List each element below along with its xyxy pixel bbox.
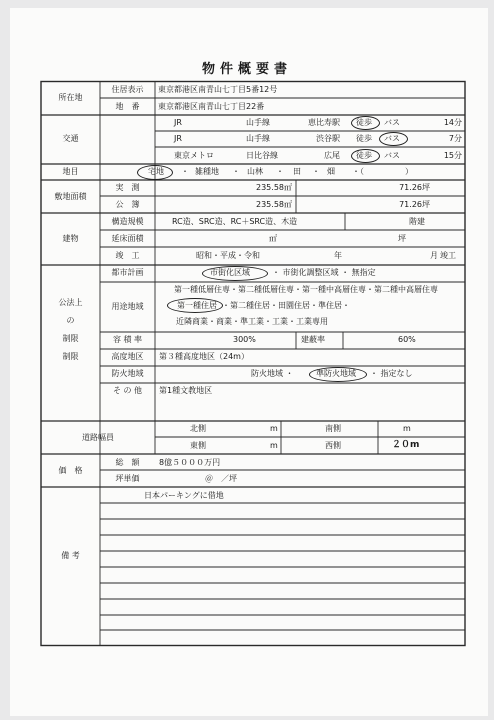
label-lot-number: 地 番 <box>115 102 140 111</box>
residence-address: 東京都港区南青山七丁目5番12号 <box>158 85 278 94</box>
label-legal-2: の <box>66 316 75 325</box>
walk-selected-circle <box>351 149 380 163</box>
label-official: 公 簿 <box>115 200 140 209</box>
far-value: 300% <box>233 335 256 344</box>
transport-row-1-line: 山手線 <box>246 118 270 127</box>
site-official-m2: 235.58㎡ <box>256 200 292 209</box>
transport-row-2-station: 渋谷駅 <box>316 134 340 143</box>
separator: ・ <box>312 167 320 176</box>
paren-close: ） <box>405 167 413 176</box>
transport-row-1-bus: バス <box>384 118 400 127</box>
land-option-rice-field: 田 <box>293 167 301 176</box>
tsubo-price-value: ＠ ／坪 <box>205 474 237 483</box>
road-west-value: ２０m <box>392 440 420 450</box>
zoning-selected: 第一種住居 <box>177 301 217 310</box>
floor-area-unit-tsubo: 坪 <box>398 234 406 243</box>
label-far: 容 積 率 <box>112 335 143 344</box>
label-other: そ の 他 <box>112 386 143 395</box>
label-legal-1: 公法上 <box>58 298 83 307</box>
label-actual: 実 測 <box>115 183 140 192</box>
label-height-district: 高度地区 <box>111 352 144 361</box>
zoning-line-1: 第一種低層住専・第二種低層住専・第一種中高層住専・第二種中高層住専 <box>174 285 438 294</box>
city-planning-selected: 市街化区域 <box>210 268 250 277</box>
completion-eras: 昭和・平成・令和 <box>196 251 260 260</box>
document-title: 物件概要書 <box>201 62 292 77</box>
bus-selected-circle <box>379 132 408 146</box>
transport-row-2-line: 山手線 <box>246 134 270 143</box>
completion-year-unit: 年 <box>334 251 342 260</box>
transport-row-1-minutes: 14分 <box>443 118 462 127</box>
road-east-label: 東側 <box>190 441 206 450</box>
label-tsubo-price: 坪単価 <box>115 474 140 483</box>
label-city-planning: 都市計画 <box>111 268 144 277</box>
site-official-tsubo: 71.26坪 <box>399 200 430 209</box>
label-site-area: 敷地面積 <box>54 192 87 201</box>
transport-row-3-station: 広尾 <box>324 151 340 160</box>
zoning-line-3: 近隣商業・商業・準工業・工業・工業専用 <box>176 317 328 326</box>
fire-district-option-3: ・ 指定なし <box>370 369 413 378</box>
fire-district-circle <box>309 367 367 382</box>
transport-row-2-bus: バス <box>384 134 400 143</box>
total-price-value: 8億５０００万円 <box>159 458 221 467</box>
label-legal-4: 制限 <box>62 352 79 361</box>
city-planning-other: ・ 市街化調整区域 ・ 無指定 <box>272 268 376 277</box>
transport-row-1-walk: 徒歩 <box>356 118 372 127</box>
completion-label-end: 竣工 <box>440 251 456 260</box>
road-north-unit: m <box>270 424 278 433</box>
label-floor-area: 延床面積 <box>111 234 144 243</box>
transport-row-3-minutes: 15分 <box>443 151 462 160</box>
label-residence-display: 住居表示 <box>111 85 144 94</box>
land-option-residential: 宅地 <box>148 167 164 176</box>
label-zoning: 用途地域 <box>111 302 144 311</box>
separator: ・ <box>181 167 189 176</box>
fire-district-option-1: 防火地域 ・ <box>251 369 294 378</box>
fire-district-selected: 準防火地域 <box>316 369 356 378</box>
remarks-text: 日本パーキングに借地 <box>144 491 224 500</box>
floor-area-unit-m2: ㎡ <box>269 234 277 243</box>
separator: ・（ <box>352 167 364 176</box>
transport-row-1-company: JR <box>174 118 182 127</box>
label-completion: 竣 工 <box>115 251 140 260</box>
label-price: 価 格 <box>58 466 83 475</box>
bcr-value: 60% <box>398 335 416 344</box>
transport-row-3-line: 日比谷線 <box>246 151 278 160</box>
lot-address: 東京都港区南青山七丁目22番 <box>158 102 265 111</box>
label-remarks: 備 考 <box>61 551 80 560</box>
land-selected-circle <box>137 165 173 180</box>
road-west-label: 西側 <box>325 441 341 450</box>
land-option-misc: 雑種地 <box>195 167 219 176</box>
transport-row-3-bus: バス <box>384 151 400 160</box>
transport-row-3-walk: 徒歩 <box>356 151 372 160</box>
label-location: 所在地 <box>58 93 83 102</box>
label-total: 総 額 <box>115 458 140 467</box>
label-land-category: 地目 <box>62 167 79 176</box>
other-value: 第1種文教地区 <box>159 386 213 395</box>
height-district-value: 第３種高度地区（24m） <box>159 352 249 361</box>
road-south-unit: m <box>403 424 411 433</box>
label-legal-3: 制限 <box>62 334 79 343</box>
separator: ・ <box>276 167 284 176</box>
separator: ・ <box>232 167 240 176</box>
city-planning-circle <box>202 266 268 281</box>
label-road-width: 道路幅員 <box>82 433 114 442</box>
road-south-label: 南側 <box>325 424 341 433</box>
transport-row-3-company: 東京メトロ <box>174 151 214 160</box>
zoning-line-2: ・第二種住居・田園住居・準住居・ <box>222 301 350 310</box>
transport-row-2-minutes: 7分 <box>448 134 462 143</box>
transport-row-2-walk: 徒歩 <box>356 134 372 143</box>
label-fire-district: 防火地域 <box>111 369 144 378</box>
zoning-circle <box>167 298 223 313</box>
land-option-forest: 山林 <box>247 167 263 176</box>
label-transport: 交通 <box>62 134 79 143</box>
floors-unit: 階建 <box>409 217 425 226</box>
label-bcr: 建蔽率 <box>301 335 325 344</box>
structure-options: RC造、SRC造、RC＋SRC造、木造 <box>172 217 298 226</box>
road-north-label: 北側 <box>190 424 206 433</box>
road-east-unit: m <box>270 441 278 450</box>
completion-month-unit: 月 <box>430 251 438 260</box>
label-building: 建物 <box>62 234 79 243</box>
land-option-field: 畑 <box>327 167 335 176</box>
label-structure: 構造規模 <box>111 217 144 226</box>
transport-row-2-company: JR <box>174 134 182 143</box>
transport-row-1-station: 恵比寿駅 <box>308 118 340 127</box>
site-actual-m2: 235.58㎡ <box>256 183 292 192</box>
site-actual-tsubo: 71.26坪 <box>399 183 430 192</box>
walk-selected-circle <box>351 116 380 130</box>
